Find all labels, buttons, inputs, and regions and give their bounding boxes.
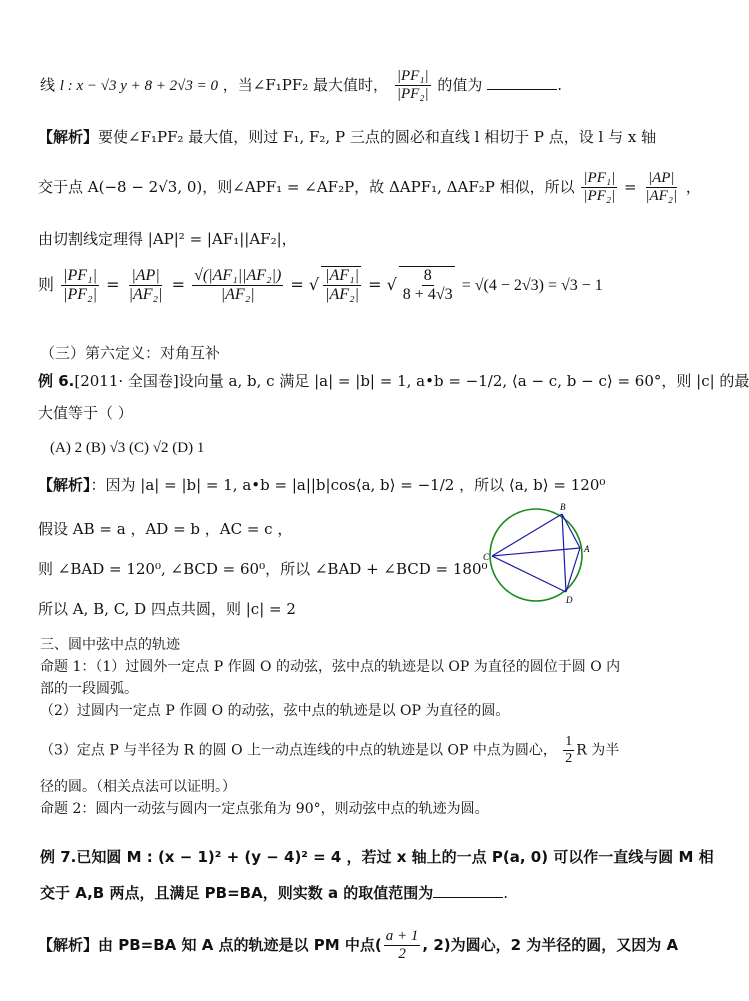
solution-1-line-4: 则 $\frac{\text{|PF₁|}}{\text{|PF₂|}}$ = $\frac{|AP|}{\text{|AF₂|}}$ = $\frac{\text{√(|AF₁||AF₂|)}}{\text{|AF₂|}}$ = √ $\frac{\text{|AF₁|}}{\text{|AF₂|}}$ = √ $\frac{8}{8 + 4√3}$ = √(4 − 2√3) = √3 − 1 bbox=[38, 266, 603, 304]
text-prefix: 线 bbox=[40, 75, 56, 94]
cyclic-quadrilateral-figure bbox=[478, 500, 598, 610]
solution-1-line-2: 交于点 A(−8 − 2√3, 0)，则∠APF₁ = ∠AF₂P，故 ΔAPF₁, ΔAF₂P 相似，所以 $\frac{\text{|PF₁|}}{\text{|PF₂|}}$ = $\frac{|AP|}{\text{|AF₂|}}$ ， bbox=[38, 170, 701, 205]
solution-7-line-1: 【解析】由 PB=BA 知 A 点的轨迹是以 PM 中点( $\frac{a + 1}{2}$ , 2)为圆心，2 为半径的圆，又因为 A bbox=[38, 928, 679, 963]
quadrilateral-lines bbox=[492, 514, 580, 592]
ratio-fraction: $\frac{\text{|PF₁|}}{\text{|PF₂|}}$ bbox=[396, 68, 429, 103]
label-d: D bbox=[566, 595, 573, 605]
text-suffix: 的值为 bbox=[437, 75, 483, 94]
proposition-1-part-3-line-1: （3）定点 P 与半径为 R 的圆 O 上一动点连线的中点的轨迹是以 OP 中点为圆心， $\frac{1}{2}$ R 为半 bbox=[40, 734, 620, 767]
solution-6-line-4: 所以 A, B, C, D 四点共圆，则 |c| = 2 bbox=[38, 600, 296, 618]
solution-6-line-3: 则 ∠BAD = 120⁰, ∠BCD = 60⁰，所以 ∠BAD + ∠BCD = 180⁰ bbox=[38, 560, 488, 578]
example-7-line-1: 例 7.已知圆 M : (x − 1)² + (y − 4)² = 4 ，若过 x 轴上的一点 P(a, 0) 可以作一直线与圆 M 相 bbox=[40, 848, 714, 866]
example-6-line-2: 大值等于（ ） bbox=[38, 404, 133, 422]
label-c: C bbox=[483, 552, 490, 562]
solution-6-line-2: 假设 AB = a ，AD = b ，AC = c ， bbox=[38, 520, 293, 538]
solution-1-line-3: 由切割线定理得 |AP|² = |AF₁||AF₂|， bbox=[38, 230, 297, 248]
example-6-line-1: 例 6.[2011· 全国卷]设向量 a, b, c 满足 |a| = |b| = 1, a•b = −1/2, ⟨a − c, b − c⟩ = 60°，则 |c| 的最 bbox=[38, 372, 749, 390]
line-equation: l : x − √3 y + 8 + 2√3 = 0 bbox=[59, 77, 218, 94]
section-chord-title: 三、圆中弦中点的轨迹 bbox=[40, 637, 180, 653]
solution-1-line-1: 【解析】要使∠F₁PF₂ 最大值，则过 F₁, F₂, P 三点的圆必和直线 l 相切于 P 点，设 l 与 x 轴 bbox=[38, 128, 657, 146]
proposition-1-line-2: 部的一段圆弧。 bbox=[40, 681, 138, 697]
proposition-1-part-3-line-2: 径的圆。（相关点法可以证明。） bbox=[40, 779, 236, 795]
proposition-1-part-2: （2）过圆内一定点 P 作圆 O 的动弦，弦中点的轨迹是以 OP 为直径的圆。 bbox=[40, 703, 510, 719]
label-a: A bbox=[584, 544, 590, 554]
answer-blank-7 bbox=[433, 883, 503, 898]
example-6-options: (A) 2 (B) √3 (C) √2 (D) 1 bbox=[50, 440, 205, 456]
section-heading-3: （三）第六定义：对角互补 bbox=[40, 344, 221, 362]
proposition-1-line-1: 命题 1：（1）过圆外一定点 P 作圆 O 的动弦，弦中点的轨迹是以 OP 为直径的圆位于圆 O 内 bbox=[40, 659, 621, 675]
solution-6-line-1: 【解析】：因为 |a| = |b| = 1, a•b = |a||b|cos⟨a, b⟩ = −1/2 ，所以 ⟨a, b⟩ = 120⁰ bbox=[38, 476, 606, 494]
text-mid: ，当∠F₁PF₂ 最大值时， bbox=[222, 75, 389, 94]
label-b: B bbox=[560, 502, 566, 512]
example-7-line-2: 交于 A,B 两点，且满足 PB=BA，则实数 a 的取值范围为 . bbox=[40, 884, 509, 902]
problem-line-1: 线 l : x − √3 y + 8 + 2√3 = 0 ，当∠F₁PF₂ 最大值时， $\frac{\text{|PF₁|}}{\text{|PF₂|}}$ 的值为 . bbox=[40, 68, 562, 103]
proposition-2: 命题 2：圆内一动弦与圆内一定点张角为 90°，则动弦中点的轨迹为圆。 bbox=[40, 801, 489, 817]
solution-tag: 【解析】 bbox=[38, 128, 99, 146]
answer-blank bbox=[487, 75, 557, 90]
